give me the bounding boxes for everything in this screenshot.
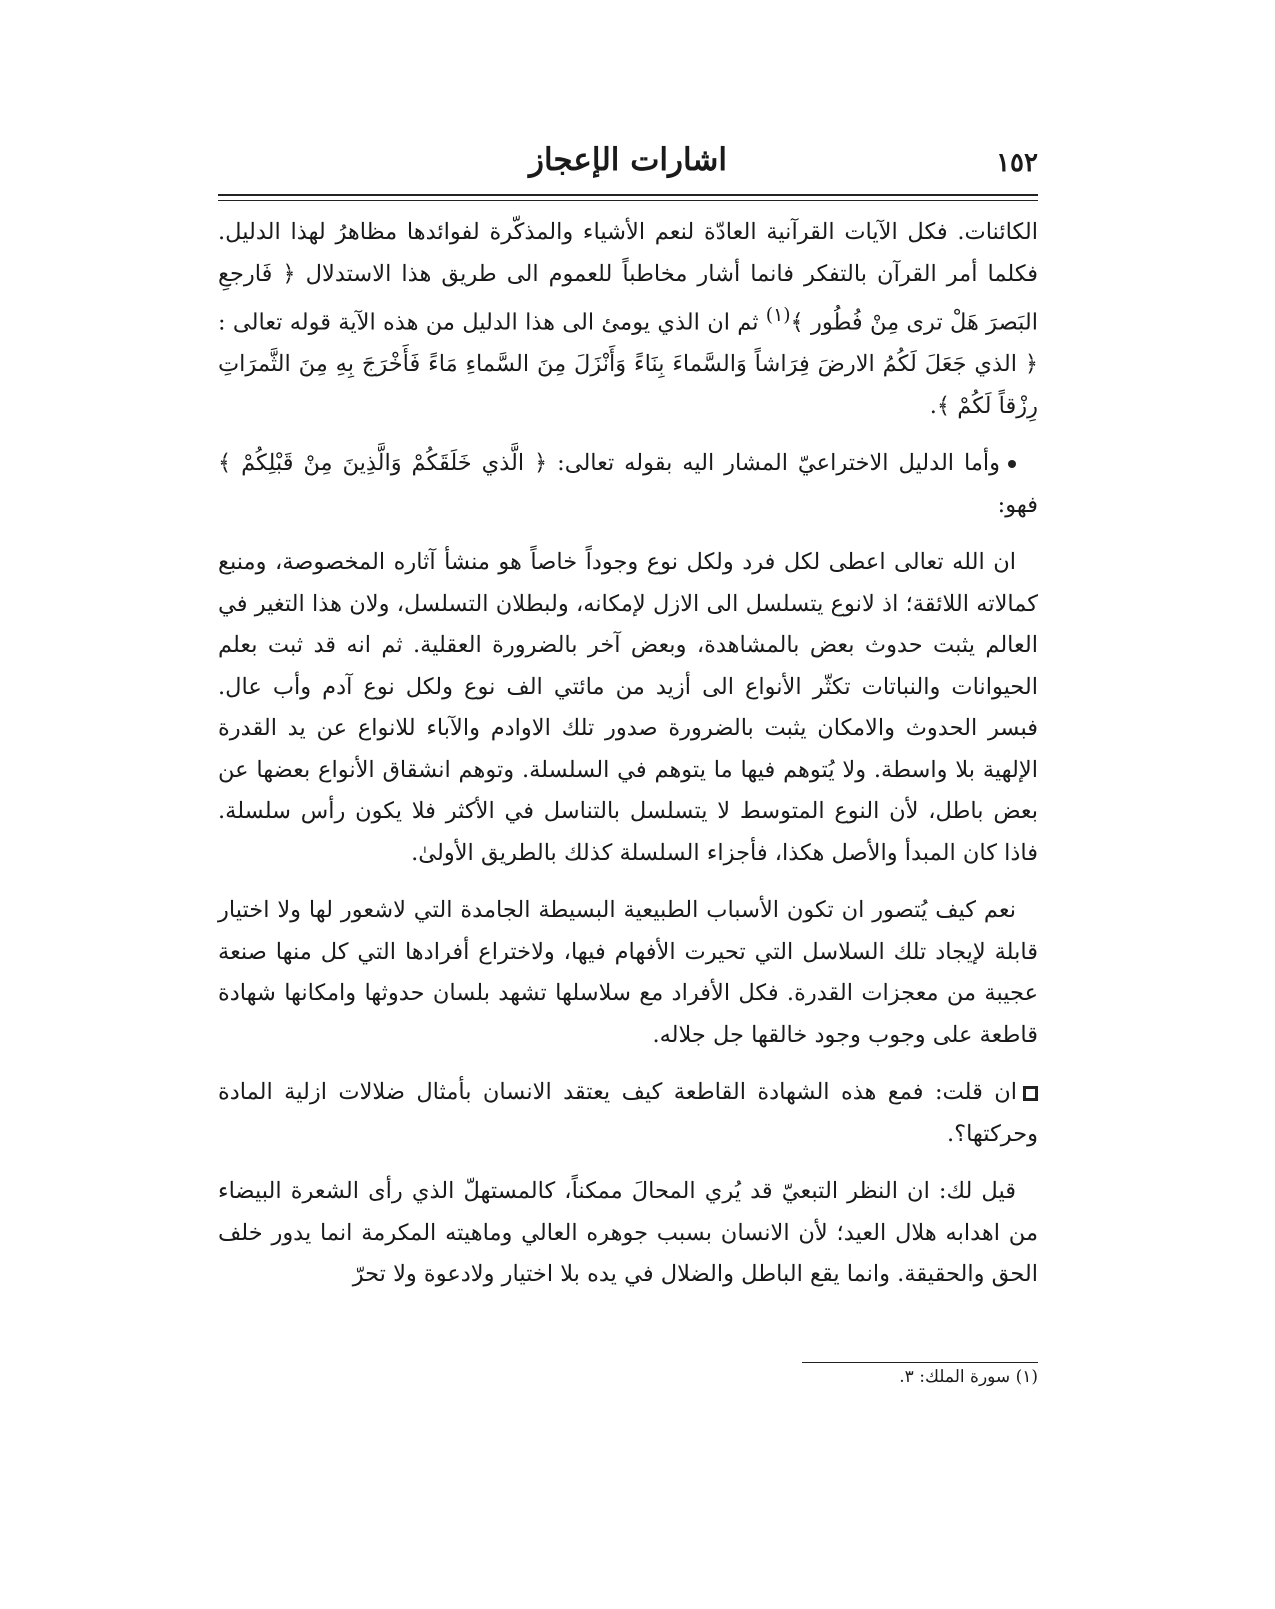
running-header — [218, 142, 1038, 190]
paragraph-1: الكائنات. فكل الآيات القرآنية العادّة لنعم الأشياء والمذكّرة لفوائدها مظاهرُ لهذا الدليل. فكلما أمر القرآن بالتفكر فانما أشار مخاطباً للعموم الى طريق هذا الاستدلال ﴿ فَارجعِ البَصرَ هَلْ ترى مِنْ فُطُور ﴾$^{(١)}$ ثم ان الذي يومئ الى هذا الدليل من هذه الآية قوله تعالى : ﴿ الذي جَعَلَ لَكُمُ الارضَ فِرَاشاً وَالسَّماءَ بِنَاءً وَأَنْزَلَ مِنَ السَّماءِ مَاءً فَأَخْرَجَ بِهِ مِنَ الثَّمرَاتِ رِزْقاً لَكُمْ ﴾. — [218, 219, 1039, 419]
bullet-icon — [1008, 460, 1016, 468]
header-rule — [218, 194, 1038, 196]
book-title: اشارات الإعجاز — [528, 142, 728, 178]
paragraph-6: قيل لك: ان النظر التبعيّ قد يُري المحالَ ممكناً، كالمستهلّ الذي رأى الشعرة البيضاء من اهدابه هلال العيد؛ لأن الانسان بسبب جوهره العالي وماهيته المكرمة انما يدور خلف الحق والحقيقة. وانما يقع الباطل والضلال في يده بلا اختيار ولادعوة ولا تحرّ — [218, 1178, 1038, 1287]
quran-verse: ﴿ الَّذي خَلَقَكُمْ وَالَّذِينَ مِنْ قَبْلِكُمْ ﴾ — [218, 450, 548, 476]
paragraph-3: ان الله تعالى اعطى لكل فرد ولكل نوع وجوداً خاصاً هو منشأ آثاره المخصوصة، ومنبع كمالاته اللائقة؛ اذ لانوع يتسلسل الى الازل لإمكانه، ولبطلان التسلسل، ولان هذا التغير في العالم يثبت حدوث بعض بالمشاهدة، وبعض آخر بالضرورة العقلية. ثم انه قد ثبت بعلم الحيوانات والنباتات تكثّر الأنواع الى أزيد من مائتي الف نوع ولكل نوع آدم وأب عال. فبسر الحدوث والامكان يثبت بالضرورة صدور تلك الاوادم والآباء للانواع عن يد القدرة الإلهية بلا واسطة. ولا يُتوهم فيها ما يتوهم في السلسلة. وتوهم انشقاق الأنواع بعضها عن بعض باطل، لأن النوع المتوسط لا يتسلسل بالتناسل في الأكثر فلا يكون رأس سلسلة. فاذا كان المبدأ والأصل هكذا، فأجزاء السلسلة كذلك بالطريق الأولىٰ. — [218, 549, 1038, 866]
page-number: ١٥٢ — [996, 148, 1038, 178]
quran-verse: ﴿ فَارجعِ البَصرَ هَلْ ترى مِنْ فُطُور ﴾ — [218, 260, 1038, 336]
paragraph-4: نعم كيف يُتصور ان تكون الأسباب الطبيعية البسيطة الجامدة التي لاشعور لها ولا اختيار قابلة لإيجاد تلك السلاسل التي تحيرت الأفهام فيها، ولاختراع أفرادها التي كل منها صنعة عجيبة من معجزات القدرة. فكل الأفراد مع سلاسلها تشهد بلسان حدوثها وامكانها شهادة قاطعة على وجوب وجود خالقها جل جلاله. — [218, 897, 1038, 1048]
square-icon — [1023, 1086, 1038, 1101]
paragraph-5: ان قلت: فمع هذه الشهادة القاطعة كيف يعتقد الانسان بأمثال ضلالات ازلية المادة وحركتها؟. — [218, 1079, 1038, 1147]
header-rule-thin — [218, 200, 1038, 201]
body-text — [218, 212, 1038, 1296]
quran-verse: ﴿ الذي جَعَلَ لَكُمُ الارضَ فِرَاشاً وَالسَّماءَ بِنَاءً وَأَنْزَلَ مِنَ السَّماءِ مَاءً فَأَخْرَجَ بِهِ مِنَ الثَّمرَاتِ رِزْقاً لَكُمْ ﴾ — [218, 351, 1038, 419]
footnote: (١) سورة الملك: ٣. — [899, 1367, 1038, 1387]
footnote-ref: (١) — [765, 305, 791, 326]
paragraph-2: وأما الدليل الاختراعيّ المشار اليه بقوله تعالى: ﴿ الَّذي خَلَقَكُمْ وَالَّذِينَ مِنْ قَبْلِكُمْ ﴾ فهو: — [218, 450, 1038, 518]
footnote-rule — [802, 1362, 1038, 1363]
